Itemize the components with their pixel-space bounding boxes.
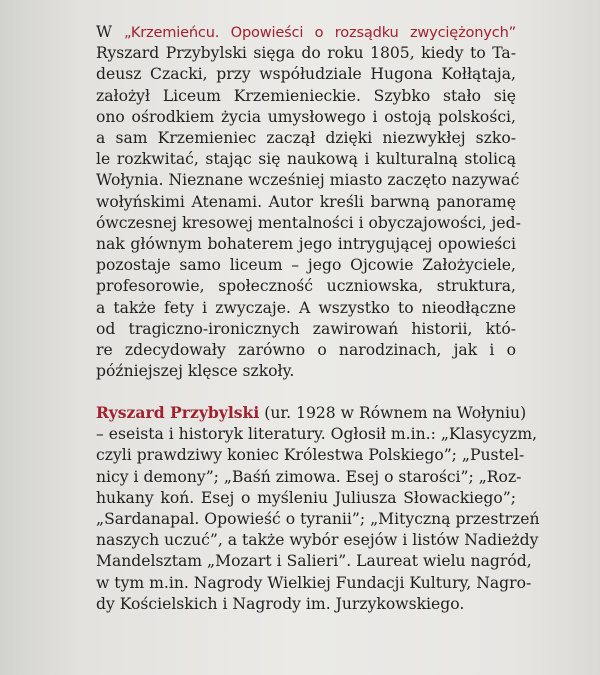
bio-line: naszych uczuć”, a także wybór esejów i listów Nadieżdy xyxy=(96,531,539,550)
description-line: Wołynia. Nieznane wcześniej miasto zaczęto nazywać xyxy=(96,171,520,190)
description-line: nak głównym bohaterem jego intrygującej opowieści xyxy=(96,235,516,254)
description-line: późniejszej klęsce szkoły. xyxy=(96,362,295,381)
bio-line: „Sardanapal. Opowieść o tyranii”; „Mityczną przestrzeń xyxy=(96,510,540,529)
description-line: a także fety i zwyczaje. A wszystko to nieodłączne xyxy=(96,298,516,317)
bio-line: Mandelsztam „Mozart i Salieri”. Laureat wielu nagród, xyxy=(96,552,532,571)
description-lead: W xyxy=(96,23,124,41)
book-description xyxy=(96,22,521,382)
description-first-line xyxy=(96,22,516,43)
description-line: od tragiczno-ironicznych zawirowań historii, któ- xyxy=(96,319,516,338)
description-line: Ryszard Przybylski sięga do roku 1805, kiedy to Ta- xyxy=(96,44,516,63)
author-bio xyxy=(96,402,540,615)
bio-line: – eseista i historyk literatury. Ogłosił m.in.: „Klasycyzm, xyxy=(96,425,538,444)
description-line: ówczesnej kresowej mentalności i obyczajowości, jed- xyxy=(96,213,521,232)
description-line: le rozkwitać, stając się naukową i kulturalną stolicą xyxy=(96,150,516,169)
bio-line: nicy i demony”; „Baśń zimowa. Esej o starości”; „Roz- xyxy=(96,467,522,486)
description-line: założył Liceum Krzemienieckie. Szybko stało się xyxy=(96,86,516,105)
description-line: pozostaje samo liceum – jego Ojcowie Założyciele, xyxy=(96,256,516,275)
bio-line: dy Kościelskich i Nagrody im. Jurzykowskiego. xyxy=(96,594,465,613)
author-name: Ryszard Przybylski xyxy=(96,403,260,422)
bio-first-line xyxy=(96,402,527,424)
bio-line: hukany koń. Esej o myśleniu Juliusza Słowackiego”; xyxy=(96,488,516,507)
description-line: profesorowie, społeczność uczniowska, struktura, xyxy=(96,277,516,296)
description-line: a sam Krzemieniec zaczął dzięki niezwykłej szko- xyxy=(96,129,516,148)
book-title: „Krzemieńcu. Opowieści o rozsądku zwyciężonych” xyxy=(123,24,516,41)
bio-line: w tym m.in. Nagrody Wielkiej Fundacji Kultury, Nagro- xyxy=(96,573,532,592)
description-line: wołyńskimi Atenami. Autor kreśli barwną panoramę xyxy=(96,192,516,211)
description-line: ono ośrodkiem życia umysłowego i ostoją polskości, xyxy=(96,107,516,126)
description-line: re zdecydowały zarówno o narodzinach, jak i o xyxy=(96,341,516,360)
bio-line: czyli prawdziwy koniec Królestwa Polskiego”; „Pustel- xyxy=(96,446,525,465)
author-birth-info: (ur. 1928 w Równem na Wołyniu) xyxy=(259,404,527,422)
description-line: deusz Czacki, przy współudziale Hugona Kołłątaja, xyxy=(96,65,516,84)
